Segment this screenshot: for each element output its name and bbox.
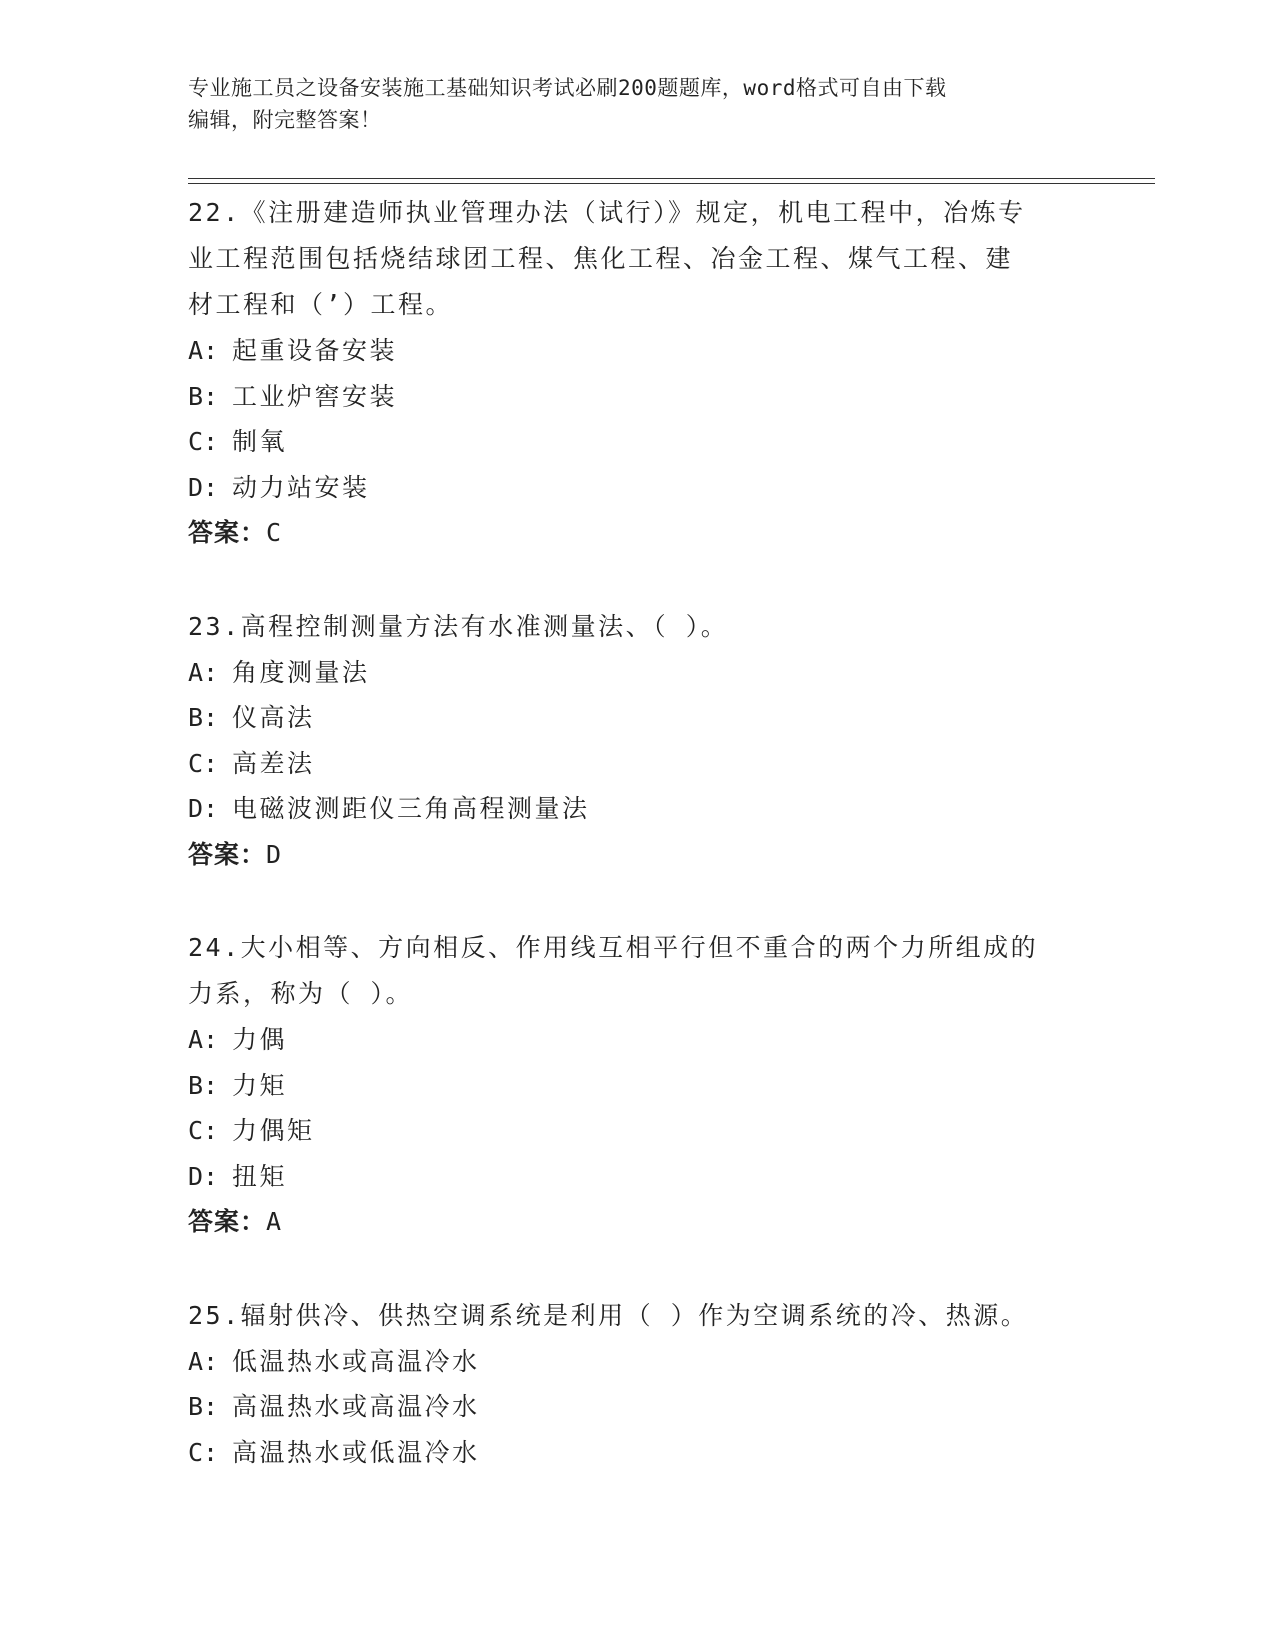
question-stem xyxy=(188,923,1088,1017)
option-c xyxy=(188,1108,1088,1154)
option-key: C: xyxy=(188,1437,219,1467)
option-text: 动力站安装 xyxy=(232,472,370,502)
option-key: D: xyxy=(188,794,219,823)
option-c xyxy=(188,741,1088,787)
question-stem xyxy=(188,602,1088,650)
option-a xyxy=(188,1017,1088,1063)
question-23 xyxy=(188,602,1088,878)
option-text: 制氧 xyxy=(232,427,288,456)
option-key: B: xyxy=(188,1392,219,1421)
option-text: 起重设备安装 xyxy=(232,336,398,365)
option-key: A: xyxy=(188,1346,219,1376)
option-c xyxy=(188,1430,1088,1476)
option-text: 仪高法 xyxy=(232,703,315,732)
option-text: 力偶 xyxy=(232,1025,288,1054)
answer-line xyxy=(188,510,1088,556)
stem-line: 23.高程控制测量方法有水准测量法、（ ）。 xyxy=(188,611,729,641)
option-b xyxy=(188,1384,1088,1430)
option-key: A: xyxy=(188,336,219,365)
option-key: B: xyxy=(188,1070,219,1100)
option-key: B: xyxy=(188,703,219,732)
stem-line: 24.大小相等、方向相反、作用线互相平行但不重合的两个力所组成的 xyxy=(188,933,1039,962)
question-25 xyxy=(188,1291,1088,1476)
option-a xyxy=(188,650,1088,696)
header-divider-bottom xyxy=(188,183,1155,184)
stem-line: 25.辐射供冷、供热空调系统是利用（ ）作为空调系统的冷、热源。 xyxy=(188,1300,1029,1330)
answer-value: A xyxy=(266,1207,283,1236)
option-d xyxy=(188,1154,1088,1200)
option-text: 扭矩 xyxy=(232,1161,288,1191)
option-key: A: xyxy=(188,1025,219,1054)
answer-line xyxy=(188,832,1088,878)
spacer xyxy=(188,556,1088,602)
option-c xyxy=(188,419,1088,465)
answer-line xyxy=(188,1199,1088,1245)
answer-value: C xyxy=(266,518,283,547)
option-text: 力偶矩 xyxy=(232,1116,315,1145)
option-text: 高温热水或高温冷水 xyxy=(232,1392,480,1421)
option-a xyxy=(188,1339,1088,1385)
stem-line: 业工程范围包括烧结球团工程、焦化工程、冶金工程、煤气工程、建 xyxy=(188,244,1014,273)
option-b xyxy=(188,1063,1088,1109)
answer-value: D xyxy=(266,839,283,869)
option-key: C: xyxy=(188,748,219,778)
option-text: 工业炉窖安装 xyxy=(232,381,398,411)
question-stem xyxy=(188,1291,1088,1339)
option-text: 高温热水或低温冷水 xyxy=(232,1437,480,1467)
stem-line: 22.《注册建造师执业管理办法（试行）》规定，机电工程中，冶炼专 xyxy=(188,198,1026,227)
option-key: A: xyxy=(188,657,219,687)
option-d xyxy=(188,786,1088,832)
option-key: C: xyxy=(188,1116,219,1145)
document-header xyxy=(188,72,1088,136)
header-line-1: 专业施工员之设备安装施工基础知识考试必刷200题题库，word格式可自由下载 xyxy=(188,76,947,100)
stem-line: 材工程和（’）工程。 xyxy=(188,290,454,319)
option-text: 低温热水或高温冷水 xyxy=(232,1346,480,1376)
option-a xyxy=(188,328,1088,374)
header-line-2: 编辑，附完整答案！ xyxy=(188,108,382,132)
question-24 xyxy=(188,923,1088,1245)
question-list xyxy=(188,188,1088,1475)
option-key: C: xyxy=(188,427,219,456)
option-d xyxy=(188,465,1088,511)
option-text: 电磁波测距仪三角高程测量法 xyxy=(232,794,590,823)
answer-label: 答案： xyxy=(188,1207,267,1236)
option-text: 力矩 xyxy=(232,1070,288,1100)
answer-label: 答案： xyxy=(188,518,267,547)
answer-label: 答案： xyxy=(188,839,267,869)
spacer xyxy=(188,877,1088,923)
question-stem xyxy=(188,188,1088,328)
option-text: 高差法 xyxy=(232,748,315,778)
stem-line: 力系，称为（ ）。 xyxy=(188,979,414,1008)
option-b xyxy=(188,695,1088,741)
header-divider-top xyxy=(188,178,1155,179)
question-22 xyxy=(188,188,1088,556)
option-key: D: xyxy=(188,472,219,502)
option-b xyxy=(188,374,1088,420)
option-key: D: xyxy=(188,1161,219,1191)
option-text: 角度测量法 xyxy=(232,657,370,687)
spacer xyxy=(188,1245,1088,1291)
option-key: B: xyxy=(188,381,219,411)
